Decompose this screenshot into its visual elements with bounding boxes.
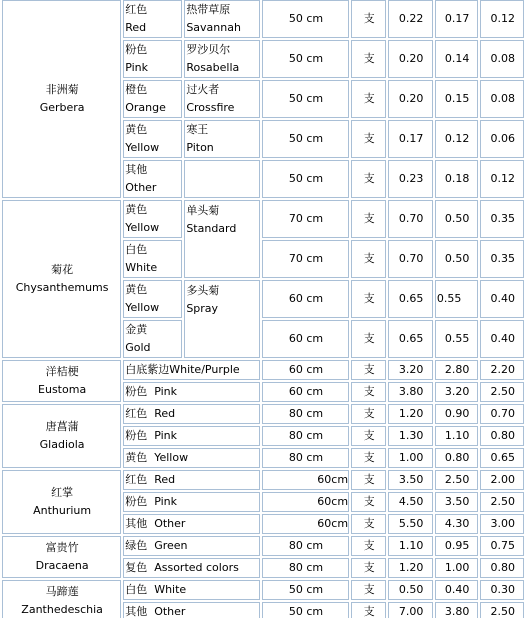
length-cell: 60 cm — [262, 280, 349, 318]
price-cell: 0.06 — [480, 120, 524, 158]
color-cell — [123, 200, 182, 238]
color-cell — [123, 80, 182, 118]
table-row — [2, 0, 524, 38]
unit-cell: 支 — [351, 0, 386, 38]
category-cell — [2, 0, 121, 198]
price-cell: 0.17 — [388, 120, 433, 158]
price-cell: 0.12 — [480, 0, 524, 38]
category-cn: 红掌 — [51, 486, 74, 499]
table-row — [2, 200, 524, 238]
price-cell: 1.00 — [435, 558, 479, 578]
price-cell: 3.00 — [480, 514, 524, 534]
category-cn: 非洲菊 — [45, 83, 79, 96]
description-cell: 其他 Other — [123, 514, 260, 534]
price-cell: 0.90 — [435, 404, 479, 424]
category-cn: 菊花 — [51, 263, 74, 276]
price-cell: 1.30 — [388, 426, 433, 446]
unit-cell: 支 — [351, 514, 386, 534]
color-en: Orange — [125, 101, 166, 114]
description-cell: 复色 Assorted colors — [123, 558, 260, 578]
price-cell: 2.80 — [435, 360, 479, 380]
price-cell: 1.10 — [435, 426, 479, 446]
length-cell: 80 cm — [262, 536, 349, 556]
length-cell: 60 cm — [262, 320, 349, 358]
price-cell: 0.65 — [480, 448, 524, 468]
price-cell: 3.20 — [388, 360, 433, 380]
color-en: Pink — [125, 61, 149, 74]
price-cell: 4.50 — [388, 492, 433, 512]
price-cell: 0.35 — [480, 240, 524, 278]
price-cell: 0.15 — [435, 80, 479, 118]
price-cell: 1.10 — [388, 536, 433, 556]
price-cell: 0.75 — [480, 536, 524, 556]
price-cell: 0.65 — [388, 320, 433, 358]
category-en: Eustoma — [38, 383, 87, 396]
color-cn: 白色 — [125, 243, 148, 256]
unit-cell: 支 — [351, 536, 386, 556]
variety-cn: 罗沙贝尔 — [186, 43, 231, 56]
unit-cell: 支 — [351, 382, 386, 402]
price-cell: 0.55 — [435, 280, 479, 318]
unit-cell: 支 — [351, 320, 386, 358]
price-cell: 1.20 — [388, 404, 433, 424]
length-cell: 60cm — [262, 492, 349, 512]
price-cell: 0.65 — [388, 280, 433, 318]
length-cell: 80 cm — [262, 448, 349, 468]
price-cell: 0.20 — [388, 80, 433, 118]
category-cn: 唐菖蒲 — [45, 420, 79, 433]
category-cell — [2, 360, 121, 402]
unit-cell: 支 — [351, 426, 386, 446]
length-cell: 80 cm — [262, 558, 349, 578]
variety-cell — [184, 80, 260, 118]
length-cell: 50 cm — [262, 80, 349, 118]
category-cell — [2, 470, 121, 534]
variety-en: Piton — [186, 141, 214, 154]
description-cell: 粉色 Pink — [123, 492, 260, 512]
price-cell: 2.00 — [480, 470, 524, 490]
description-cell: 红色 Red — [123, 404, 260, 424]
variety-cell — [184, 0, 260, 38]
unit-cell: 支 — [351, 80, 386, 118]
description-cell: 绿色 Green — [123, 536, 260, 556]
length-cell: 80 cm — [262, 404, 349, 424]
table-row — [2, 536, 524, 556]
color-cn: 黄色 — [125, 283, 148, 296]
price-cell: 0.23 — [388, 160, 433, 198]
unit-cell: 支 — [351, 40, 386, 78]
price-cell: 5.50 — [388, 514, 433, 534]
category-cn: 富贵竹 — [45, 541, 79, 554]
variety-cn: 过火者 — [186, 83, 220, 96]
color-en: Yellow — [125, 221, 160, 234]
unit-cell: 支 — [351, 470, 386, 490]
variety-en: Rosabella — [186, 61, 240, 74]
category-en: Anthurium — [33, 504, 92, 517]
price-cell: 0.95 — [435, 536, 479, 556]
category-cell — [2, 580, 121, 618]
length-cell: 70 cm — [262, 240, 349, 278]
color-en: Gold — [125, 341, 151, 354]
price-cell: 7.00 — [388, 602, 433, 618]
price-cell: 0.18 — [435, 160, 479, 198]
price-cell: 2.50 — [480, 602, 524, 618]
category-en: Chysanthemums — [15, 281, 109, 294]
category-cn: 洋桔梗 — [45, 365, 79, 378]
price-cell: 0.20 — [388, 40, 433, 78]
length-cell: 70 cm — [262, 200, 349, 238]
price-cell: 2.50 — [480, 382, 524, 402]
variety-cn: 单头菊 — [186, 204, 220, 217]
color-en: Other — [125, 181, 157, 194]
table-row — [2, 360, 524, 380]
price-cell: 3.80 — [435, 602, 479, 618]
price-cell: 0.70 — [388, 200, 433, 238]
variety-en: Spray — [186, 302, 219, 315]
table-row — [2, 470, 524, 490]
category-en: Gerbera — [39, 101, 85, 114]
unit-cell: 支 — [351, 120, 386, 158]
price-cell: 0.17 — [435, 0, 479, 38]
color-cn: 橙色 — [125, 83, 148, 96]
unit-cell: 支 — [351, 360, 386, 380]
color-cn: 其他 — [125, 163, 148, 176]
length-cell: 50 cm — [262, 602, 349, 618]
table-row — [2, 404, 524, 424]
price-cell: 0.08 — [480, 80, 524, 118]
variety-cn: 多头菊 — [186, 284, 220, 297]
color-cn: 粉色 — [125, 43, 148, 56]
price-cell: 0.40 — [435, 580, 479, 600]
color-cell — [123, 280, 182, 318]
color-cell — [123, 320, 182, 358]
unit-cell: 支 — [351, 240, 386, 278]
unit-cell: 支 — [351, 200, 386, 238]
unit-cell: 支 — [351, 492, 386, 512]
description-cell: 白底紫边White/Purple — [123, 360, 260, 380]
price-cell: 4.30 — [435, 514, 479, 534]
category-cn: 马蹄莲 — [45, 585, 79, 598]
unit-cell: 支 — [351, 160, 386, 198]
length-cell: 80 cm — [262, 426, 349, 446]
length-cell: 50 cm — [262, 0, 349, 38]
unit-cell: 支 — [351, 602, 386, 618]
variety-cell — [184, 200, 260, 278]
description-cell: 粉色 Pink — [123, 426, 260, 446]
description-cell: 粉色 Pink — [123, 382, 260, 402]
category-cell — [2, 536, 121, 578]
description-cell: 黄色 Yellow — [123, 448, 260, 468]
length-cell: 50 cm — [262, 120, 349, 158]
length-cell: 50 cm — [262, 580, 349, 600]
price-cell: 0.12 — [480, 160, 524, 198]
price-cell: 0.35 — [480, 200, 524, 238]
variety-cell — [184, 280, 260, 358]
price-cell: 3.80 — [388, 382, 433, 402]
price-cell: 0.80 — [480, 426, 524, 446]
color-cell — [123, 0, 182, 38]
price-cell: 0.50 — [388, 580, 433, 600]
color-en: Red — [125, 21, 147, 34]
variety-cell — [184, 120, 260, 158]
price-cell: 1.20 — [388, 558, 433, 578]
price-cell: 3.50 — [388, 470, 433, 490]
color-cn: 黄色 — [125, 123, 148, 136]
color-cell — [123, 160, 182, 198]
price-cell: 2.50 — [480, 492, 524, 512]
category-en: Dracaena — [35, 559, 89, 572]
length-cell: 50 cm — [262, 160, 349, 198]
table-row — [2, 580, 524, 600]
price-cell: 0.22 — [388, 0, 433, 38]
unit-cell: 支 — [351, 280, 386, 318]
variety-en: Savannah — [186, 21, 241, 34]
variety-cell — [184, 40, 260, 78]
unit-cell: 支 — [351, 558, 386, 578]
price-cell: 0.55 — [435, 320, 479, 358]
description-cell: 白色 White — [123, 580, 260, 600]
category-en: Gladiola — [39, 438, 85, 451]
price-cell: 0.70 — [480, 404, 524, 424]
description-cell: 其他 Other — [123, 602, 260, 618]
unit-cell: 支 — [351, 404, 386, 424]
variety-cn: 热带草原 — [186, 3, 231, 16]
color-cell — [123, 40, 182, 78]
price-cell: 1.00 — [388, 448, 433, 468]
length-cell: 50 cm — [262, 40, 349, 78]
color-cn: 黄色 — [125, 203, 148, 216]
color-en: Yellow — [125, 301, 160, 314]
color-cn: 金黄 — [125, 323, 148, 336]
price-cell: 0.30 — [480, 580, 524, 600]
price-cell: 0.12 — [435, 120, 479, 158]
length-cell: 60 cm — [262, 382, 349, 402]
price-cell: 0.08 — [480, 40, 524, 78]
variety-cell — [184, 160, 260, 198]
description-cell: 红色 Red — [123, 470, 260, 490]
length-cell: 60 cm — [262, 360, 349, 380]
variety-en: Standard — [186, 222, 237, 235]
category-en: Zanthedeschia — [21, 603, 103, 616]
price-cell: 0.40 — [480, 320, 524, 358]
variety-en: Crossfire — [186, 101, 235, 114]
price-cell: 0.40 — [480, 280, 524, 318]
length-cell: 60cm — [262, 470, 349, 490]
category-cell — [2, 404, 121, 468]
price-cell: 0.70 — [388, 240, 433, 278]
price-cell: 3.50 — [435, 492, 479, 512]
unit-cell: 支 — [351, 580, 386, 600]
color-cn: 红色 — [125, 3, 148, 16]
price-cell: 3.20 — [435, 382, 479, 402]
price-cell: 0.80 — [480, 558, 524, 578]
price-cell: 0.50 — [435, 240, 479, 278]
color-cell — [123, 240, 182, 278]
color-en: White — [125, 261, 158, 274]
length-cell: 60cm — [262, 514, 349, 534]
category-cell — [2, 200, 121, 358]
price-cell: 0.50 — [435, 200, 479, 238]
price-cell: 2.50 — [435, 470, 479, 490]
unit-cell: 支 — [351, 448, 386, 468]
price-cell: 2.20 — [480, 360, 524, 380]
price-cell: 0.14 — [435, 40, 479, 78]
color-en: Yellow — [125, 141, 160, 154]
color-cell — [123, 120, 182, 158]
price-cell: 0.80 — [435, 448, 479, 468]
variety-cn: 寒王 — [186, 123, 209, 136]
